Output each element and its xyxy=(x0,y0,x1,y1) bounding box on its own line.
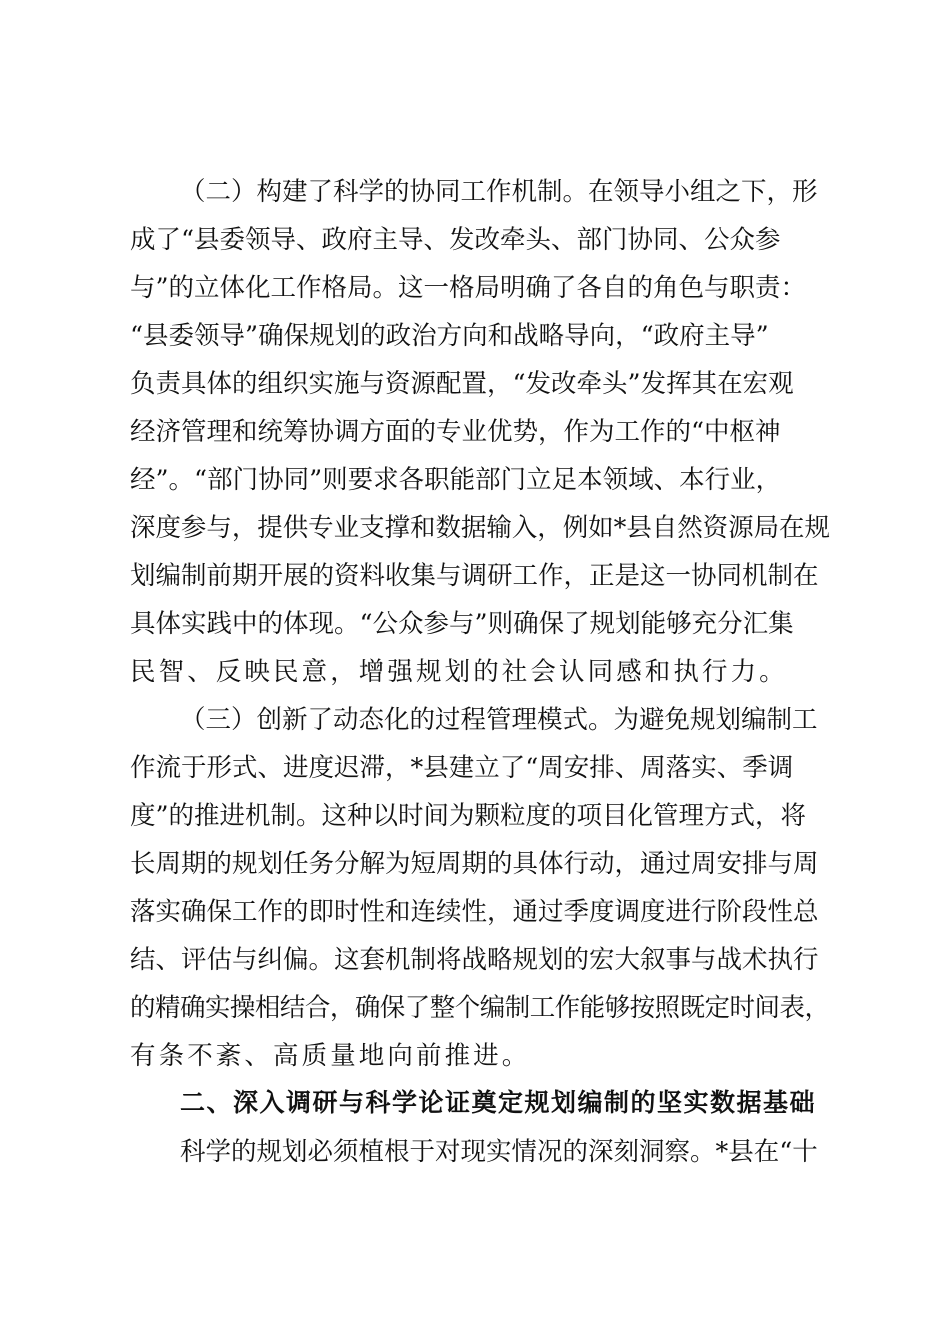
text-line: 作流于形式、进度迟滞，*县建立了“周安排、周落实、季调 xyxy=(130,753,794,783)
text-line: 落实确保工作的即时性和连续性，通过季度调度进行阶段性总 xyxy=(130,897,819,927)
text-line: 度”的推进机制。这种以时间为颗粒度的项目化管理方式，将 xyxy=(130,801,807,831)
text-line: 科学的规划必须植根于对现实情况的深刻洞察。*县在“十 xyxy=(180,1137,818,1167)
text-line: 民智、反映民意，增强规划的社会认同感和执行力。 xyxy=(130,657,788,687)
section-heading: 二、深入调研与科学论证奠定规划编制的坚实数据基础 xyxy=(180,1088,816,1117)
text-line: （二）构建了科学的协同工作机制。在领导小组之下，形 xyxy=(180,177,818,207)
text-line: 经济管理和统筹协调方面的专业优势，作为工作的“中枢神 xyxy=(130,417,781,447)
text-line: 结、评估与纠偏。这套机制将战略规划的宏大叙事与战术执行 xyxy=(130,945,819,975)
text-line: 划编制前期开展的资料收集与调研工作，正是这一协同机制在 xyxy=(130,561,819,591)
text-line: 深度参与，提供专业支撑和数据输入，例如*县自然资源局在规 xyxy=(130,513,830,543)
text-line: “县委领导”确保规划的政治方向和战略导向，“政府主导” xyxy=(130,321,769,351)
text-line: 经”。“部门协同”则要求各职能部门立足本领域、本行业， xyxy=(130,465,782,495)
text-line: 具体实践中的体现。“公众参与”则确保了规划能够充分汇集 xyxy=(130,609,794,639)
text-line: 有条不紊、高质量地向前推进。 xyxy=(130,1041,531,1071)
text-line: 负责具体的组织实施与资源配置，“发改牵头”发挥其在宏观 xyxy=(130,369,794,399)
text-line: 成了“县委领导、政府主导、发改牵头、部门协同、公众参 xyxy=(130,225,781,255)
text-line: 长周期的规划任务分解为短周期的具体行动，通过周安排与周 xyxy=(130,849,819,879)
text-line: 的精确实操相结合，确保了整个编制工作能够按照既定时间表， xyxy=(130,993,830,1023)
text-line: 与”的立体化工作格局。这一格局明确了各自的角色与职责： xyxy=(130,273,807,303)
text-line: （三）创新了动态化的过程管理模式。为避免规划编制工 xyxy=(180,705,818,735)
